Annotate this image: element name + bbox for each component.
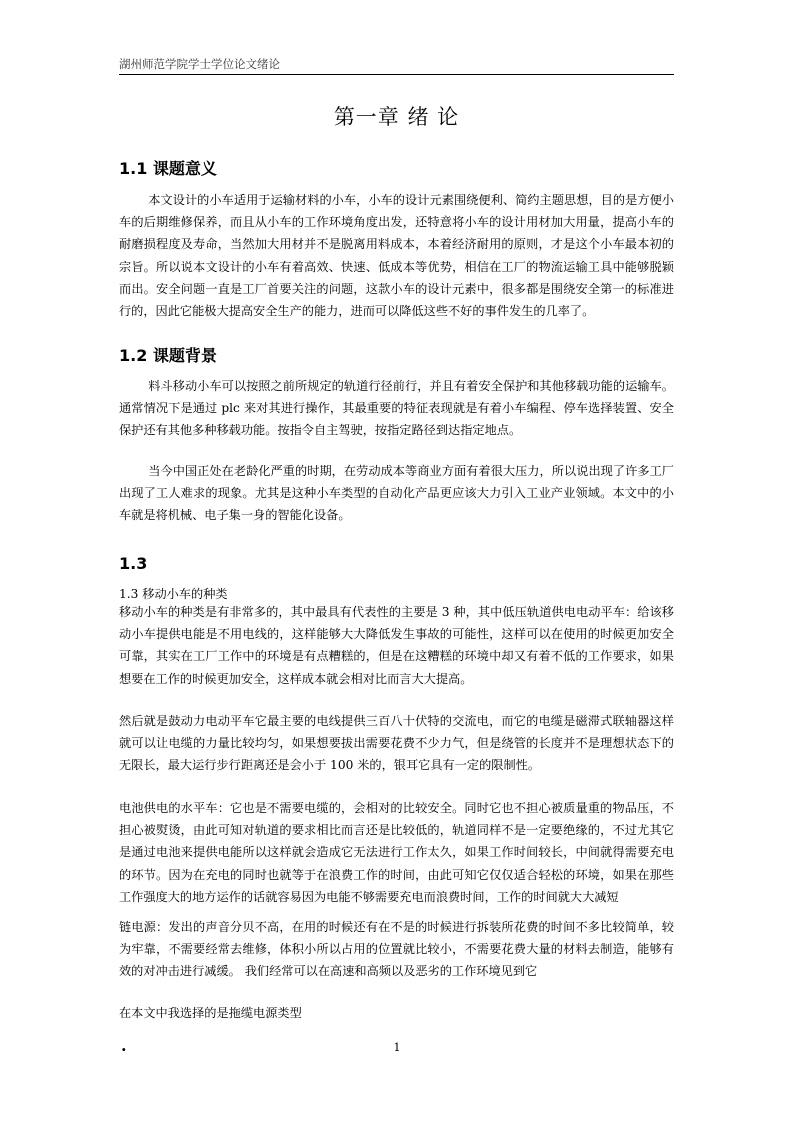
paragraph-cart-types-5: 在本文中我选择的是拖缆电源类型 <box>119 1006 302 1020</box>
section-heading-1-2: 1.2 课题背景 <box>119 346 217 365</box>
paragraph-cart-types-2: 然后就是鼓动力电动平车它最主要的电线提供三百八十伏特的交流电，而它的电缆是磁滞式联轴器这样就可以让电缆的力量比较均匀，如果想要拔出需要花费不少力气，但是绕管的长度并不是理想状态下的无限长，最大运行步行距离还是会小于 100 米的，银耳它具有一定的限制性。 <box>119 714 674 773</box>
chapter-title: 第一章 绪 论 <box>333 105 460 129</box>
paragraph-cart-types-1: 移动小车的种类是有非常多的，其中最具有代表性的主要是 3 种，其中低压轨道供电电动平车：给该移动小车提供电能是不用电线的，这样能够大大降低发生事故的可能性，这样可以在使用的时候更加安全可靠，其实在工厂工作中的环境是有点糟糕的，但是在这糟糕的环境中却又有着不低的工作要求，如果想要在工作的时候更加安全，这样成本就会相对比而言大大提高。 <box>119 605 674 686</box>
paragraph-background-1: 料斗移动小车可以按照之前所规定的轨道行径前行，并且有着安全保护和其他移载功能的运输车。通常情况下是通过 plc 来对其进行操作，其最重要的特征表现就是有着小车编程、停车选择装置、安全保护还有其他多种移载功能。按指令自主驾驶，按指定路径到达指定地点。 <box>119 379 674 438</box>
paragraph-background-2: 当今中国正处在老龄化严重的时期，在劳动成本等商业方面有着很大压力，所以说出现了许多工厂出现了工人难求的现象。尤其是这种小车类型的自动化产品更应该大力引入工业产业领域。本文中的小车就是将机械、电子集一身的智能化设备。 <box>119 464 674 523</box>
paragraph-significance: 本文设计的小车适用于运输材料的小车，小车的设计元素围绕便利、简约主题思想，目的是方便小车的后期维修保养，而且从小车的工作环境角度出发，还特意将小车的设计用材加大用量，提高小车的耐磨损程度及寿命，当然加大用材并不是脱离用料成本，本着经济耐用的原则，才是这个小车最本初的宗旨。所以说本文设计的小车有着高效、快速、低成本等优势，相信在工厂的物流运输工具中能够脱颖而出。安全问题一直是工厂首要关注的问题，这款小车的设计元素中，很多都是围绕安全第一的标准进行的，因此它能极大提高安全生产的能力，进而可以降低这些不好的事件发生的几率了。 <box>119 193 674 319</box>
footer-bullet: · <box>121 1040 127 1059</box>
paragraph-cart-types-4: 链电源：发出的声音分贝不高，在用的时候还有在不是的时候进行拆装所花费的时间不多比较简单，较为牢靠，不需要经常去维修，体积小所以占用的位置就比较小，不需要花费大量的材料去制造，能够有效的对冲击进行减缓。 我们经常可以在高速和高频以及恶劣的工作环境见到它 <box>119 920 674 979</box>
header-rule <box>119 74 674 75</box>
page-number: 1 <box>393 1041 401 1054</box>
paragraph-cart-types-3: 电池供电的水平车：它也是不需要电缆的，会相对的比较安全。同时它也不担心被质量重的物品压，不担心被熨烫，由此可知对轨道的要求相比而言还是比较低的，轨道同样不是一定要绝缘的，不过尤其它是通过电池来提供电能所以这样就会造成它无法进行工作太久，如果工作时间较长，中间就得需要充电的环节。因为在充电的同时也就等于在浪费工作的时间，由此可知它仅仅适合轻松的环境，如果在那些工作强度大的地方运作的话就容易因为电能不够需要充电而浪费时间，工作的时间就大大减短 <box>119 801 674 904</box>
subheading-cart-types: 1.3 移动小车的种类 <box>119 587 228 601</box>
running-header: 湖州师范学院学士学位论文绪论 <box>119 57 280 71</box>
section-heading-1-1: 1.1 课题意义 <box>119 159 217 178</box>
section-heading-1-3: 1.3 <box>119 554 148 573</box>
